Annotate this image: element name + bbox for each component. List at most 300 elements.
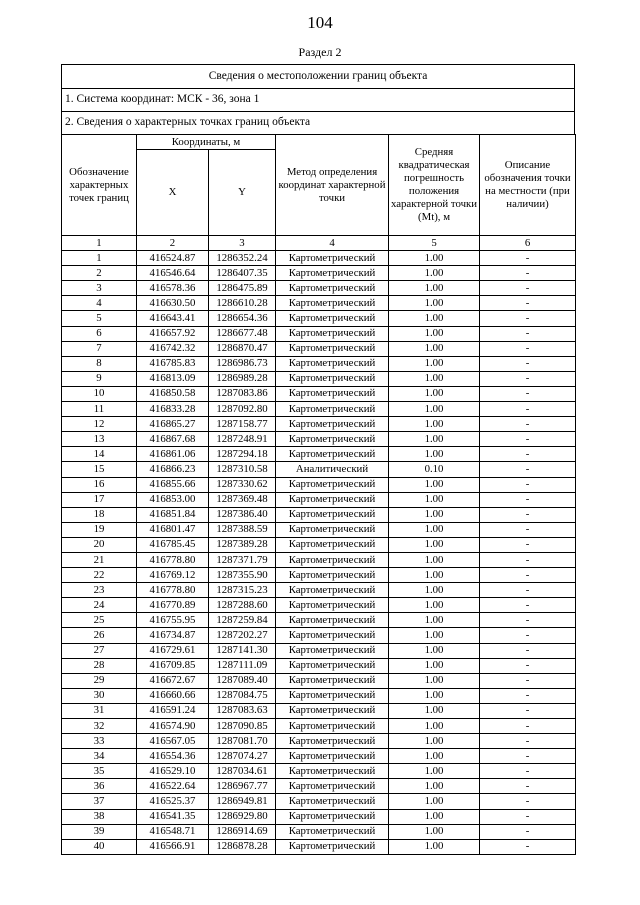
description-cell: - <box>480 552 576 567</box>
header-y: Y <box>209 150 276 236</box>
x-coordinate-cell: 416657.92 <box>137 326 209 341</box>
description-cell: - <box>480 432 576 447</box>
accuracy-cell: 1.00 <box>389 281 480 296</box>
y-coordinate-cell: 1287310.58 <box>209 462 276 477</box>
description-cell: - <box>480 371 576 386</box>
x-coordinate-cell: 416813.09 <box>137 371 209 386</box>
table-row <box>62 552 576 567</box>
section-label: Раздел 2 <box>298 45 342 59</box>
method-cell: Картометрический <box>276 477 389 492</box>
description-cell: - <box>480 628 576 643</box>
description-cell: - <box>480 251 576 266</box>
header-coordinates: Координаты, м <box>137 135 276 150</box>
accuracy-cell: 1.00 <box>389 703 480 718</box>
method-cell: Картометрический <box>276 417 389 432</box>
method-cell: Картометрический <box>276 432 389 447</box>
y-coordinate-cell: 1286654.36 <box>209 311 276 326</box>
y-coordinate-cell: 1287330.62 <box>209 477 276 492</box>
point-number-cell: 30 <box>62 688 137 703</box>
accuracy-cell: 1.00 <box>389 568 480 583</box>
description-cell: - <box>480 266 576 281</box>
description-cell: - <box>480 568 576 583</box>
point-number-cell: 19 <box>62 522 137 537</box>
description-cell: - <box>480 386 576 401</box>
table-row <box>62 402 576 417</box>
description-cell: - <box>480 673 576 688</box>
description-cell: - <box>480 462 576 477</box>
table-row <box>62 507 576 522</box>
x-coordinate-cell: 416778.80 <box>137 583 209 598</box>
table-row <box>62 568 576 583</box>
y-coordinate-cell: 1287389.28 <box>209 537 276 552</box>
accuracy-cell: 1.00 <box>389 492 480 507</box>
y-coordinate-cell: 1287090.85 <box>209 719 276 734</box>
point-number-cell: 18 <box>62 507 137 522</box>
point-number-cell: 37 <box>62 794 137 809</box>
x-coordinate-cell: 416522.64 <box>137 779 209 794</box>
x-coordinate-cell: 416755.95 <box>137 613 209 628</box>
table-body <box>62 236 576 855</box>
point-number-cell: 33 <box>62 734 137 749</box>
description-cell: - <box>480 447 576 462</box>
table-row <box>62 749 576 764</box>
table-row <box>62 658 576 673</box>
y-coordinate-cell: 1287158.77 <box>209 417 276 432</box>
accuracy-cell: 1.00 <box>389 341 480 356</box>
table-row <box>62 522 576 537</box>
method-cell: Картометрический <box>276 341 389 356</box>
table-row <box>62 719 576 734</box>
table-row <box>62 477 576 492</box>
header-description: Описание обозначения точки на местности (при наличии) <box>480 135 576 236</box>
accuracy-cell: 1.00 <box>389 839 480 854</box>
point-number-cell: 35 <box>62 764 137 779</box>
table-row <box>62 251 576 266</box>
header-x: X <box>137 150 209 236</box>
y-coordinate-cell: 1286878.28 <box>209 839 276 854</box>
point-number-cell: 38 <box>62 809 137 824</box>
accuracy-cell: 1.00 <box>389 764 480 779</box>
x-coordinate-cell: 416578.36 <box>137 281 209 296</box>
point-number-cell: 25 <box>62 613 137 628</box>
method-cell: Картометрический <box>276 251 389 266</box>
x-coordinate-cell: 416785.45 <box>137 537 209 552</box>
y-coordinate-cell: 1287202.27 <box>209 628 276 643</box>
description-cell: - <box>480 779 576 794</box>
accuracy-cell: 1.00 <box>389 658 480 673</box>
description-cell: - <box>480 688 576 703</box>
x-coordinate-cell: 416850.58 <box>137 386 209 401</box>
point-number-cell: 16 <box>62 477 137 492</box>
point-number-cell: 10 <box>62 386 137 401</box>
table-row <box>62 417 576 432</box>
method-cell: Картометрический <box>276 371 389 386</box>
point-number-cell: 27 <box>62 643 137 658</box>
method-cell: Картометрический <box>276 688 389 703</box>
point-number-cell: 5 <box>62 311 137 326</box>
method-cell: Картометрический <box>276 764 389 779</box>
description-cell: - <box>480 402 576 417</box>
y-coordinate-cell: 1286610.28 <box>209 296 276 311</box>
y-coordinate-cell: 1286967.77 <box>209 779 276 794</box>
point-number-cell: 9 <box>62 371 137 386</box>
accuracy-cell: 1.00 <box>389 628 480 643</box>
header-designation: Обозначение характерных точек границ <box>62 135 137 236</box>
method-cell: Картометрический <box>276 613 389 628</box>
x-coordinate-cell: 416541.35 <box>137 809 209 824</box>
description-cell: - <box>480 311 576 326</box>
document-title: Сведения о местоположении границ объекта <box>61 64 575 88</box>
method-cell: Картометрический <box>276 703 389 718</box>
point-number-cell: 15 <box>62 462 137 477</box>
description-cell: - <box>480 417 576 432</box>
x-coordinate-cell: 416574.90 <box>137 719 209 734</box>
y-coordinate-cell: 1286914.69 <box>209 824 276 839</box>
accuracy-cell: 0.10 <box>389 462 480 477</box>
accuracy-cell: 1.00 <box>389 417 480 432</box>
method-cell: Картометрический <box>276 311 389 326</box>
method-cell: Картометрический <box>276 326 389 341</box>
point-number-cell: 23 <box>62 583 137 598</box>
point-number-cell: 13 <box>62 432 137 447</box>
method-cell: Картометрический <box>276 719 389 734</box>
method-cell: Картометрический <box>276 492 389 507</box>
table-row <box>62 673 576 688</box>
description-cell: - <box>480 281 576 296</box>
y-coordinate-cell: 1286986.73 <box>209 356 276 371</box>
x-coordinate-cell: 416778.80 <box>137 552 209 567</box>
y-coordinate-cell: 1286870.47 <box>209 341 276 356</box>
x-coordinate-cell: 416567.05 <box>137 734 209 749</box>
accuracy-cell: 1.00 <box>389 688 480 703</box>
y-coordinate-cell: 1287315.23 <box>209 583 276 598</box>
method-cell: Картометрический <box>276 658 389 673</box>
x-coordinate-cell: 416867.68 <box>137 432 209 447</box>
table-row <box>62 839 576 854</box>
table-row <box>62 311 576 326</box>
page-number: 104 <box>307 13 333 32</box>
description-cell: - <box>480 598 576 613</box>
method-cell: Картометрический <box>276 356 389 371</box>
method-cell: Картометрический <box>276 673 389 688</box>
description-cell: - <box>480 477 576 492</box>
x-coordinate-cell: 416546.64 <box>137 266 209 281</box>
method-cell: Картометрический <box>276 583 389 598</box>
x-coordinate-cell: 416801.47 <box>137 522 209 537</box>
y-coordinate-cell: 1286989.28 <box>209 371 276 386</box>
accuracy-cell: 1.00 <box>389 371 480 386</box>
method-cell: Картометрический <box>276 281 389 296</box>
column-number: 6 <box>480 236 576 251</box>
accuracy-cell: 1.00 <box>389 673 480 688</box>
table-row <box>62 794 576 809</box>
table-row <box>62 341 576 356</box>
accuracy-cell: 1.00 <box>389 522 480 537</box>
table-row <box>62 643 576 658</box>
y-coordinate-cell: 1287371.79 <box>209 552 276 567</box>
y-coordinate-cell: 1286352.24 <box>209 251 276 266</box>
point-number-cell: 11 <box>62 402 137 417</box>
description-cell: - <box>480 583 576 598</box>
x-coordinate-cell: 416672.67 <box>137 673 209 688</box>
description-cell: - <box>480 824 576 839</box>
point-number-cell: 34 <box>62 749 137 764</box>
point-number-cell: 3 <box>62 281 137 296</box>
accuracy-cell: 1.00 <box>389 251 480 266</box>
x-coordinate-cell: 416742.32 <box>137 341 209 356</box>
x-coordinate-cell: 416729.61 <box>137 643 209 658</box>
y-coordinate-cell: 1287081.70 <box>209 734 276 749</box>
y-coordinate-cell: 1287288.60 <box>209 598 276 613</box>
method-cell: Картометрический <box>276 794 389 809</box>
accuracy-cell: 1.00 <box>389 749 480 764</box>
x-coordinate-cell: 416770.89 <box>137 598 209 613</box>
table-row <box>62 809 576 824</box>
x-coordinate-cell: 416566.91 <box>137 839 209 854</box>
table-row <box>62 326 576 341</box>
y-coordinate-cell: 1287259.84 <box>209 613 276 628</box>
coordinate-system-row: 1. Система координат: МСК - 36, зона 1 <box>61 88 575 111</box>
y-coordinate-cell: 1286949.81 <box>209 794 276 809</box>
accuracy-cell: 1.00 <box>389 326 480 341</box>
column-number: 2 <box>137 236 209 251</box>
table-row <box>62 296 576 311</box>
accuracy-cell: 1.00 <box>389 794 480 809</box>
method-cell: Картометрический <box>276 643 389 658</box>
description-cell: - <box>480 643 576 658</box>
description-cell: - <box>480 492 576 507</box>
x-coordinate-cell: 416524.87 <box>137 251 209 266</box>
table-row <box>62 281 576 296</box>
table-row <box>62 779 576 794</box>
method-cell: Картометрический <box>276 447 389 462</box>
table-row <box>62 371 576 386</box>
column-number: 4 <box>276 236 389 251</box>
description-cell: - <box>480 734 576 749</box>
y-coordinate-cell: 1287248.91 <box>209 432 276 447</box>
point-number-cell: 24 <box>62 598 137 613</box>
accuracy-cell: 1.00 <box>389 432 480 447</box>
accuracy-cell: 1.00 <box>389 598 480 613</box>
x-coordinate-cell: 416769.12 <box>137 568 209 583</box>
method-cell: Картометрический <box>276 568 389 583</box>
table-row <box>62 462 576 477</box>
description-cell: - <box>480 507 576 522</box>
table-row <box>62 266 576 281</box>
x-coordinate-cell: 416529.10 <box>137 764 209 779</box>
y-coordinate-cell: 1287089.40 <box>209 673 276 688</box>
method-cell: Картометрический <box>276 402 389 417</box>
column-number-row <box>62 236 576 251</box>
method-cell: Картометрический <box>276 749 389 764</box>
table-row <box>62 734 576 749</box>
point-number-cell: 20 <box>62 537 137 552</box>
accuracy-cell: 1.00 <box>389 613 480 628</box>
point-number-cell: 31 <box>62 703 137 718</box>
point-number-cell: 17 <box>62 492 137 507</box>
accuracy-cell: 1.00 <box>389 386 480 401</box>
accuracy-cell: 1.00 <box>389 266 480 281</box>
point-number-cell: 8 <box>62 356 137 371</box>
x-coordinate-cell: 416734.87 <box>137 628 209 643</box>
y-coordinate-cell: 1286677.48 <box>209 326 276 341</box>
x-coordinate-cell: 416554.36 <box>137 749 209 764</box>
method-cell: Картометрический <box>276 824 389 839</box>
y-coordinate-cell: 1287083.86 <box>209 386 276 401</box>
table-row <box>62 447 576 462</box>
accuracy-cell: 1.00 <box>389 296 480 311</box>
description-cell: - <box>480 326 576 341</box>
x-coordinate-cell: 416591.24 <box>137 703 209 718</box>
y-coordinate-cell: 1287388.59 <box>209 522 276 537</box>
description-cell: - <box>480 809 576 824</box>
point-number-cell: 26 <box>62 628 137 643</box>
point-number-cell: 12 <box>62 417 137 432</box>
y-coordinate-cell: 1287386.40 <box>209 507 276 522</box>
description-cell: - <box>480 356 576 371</box>
points-heading-row: 2. Сведения о характерных точках границ объекта <box>61 111 575 134</box>
point-number-cell: 2 <box>62 266 137 281</box>
x-coordinate-cell: 416855.66 <box>137 477 209 492</box>
accuracy-cell: 1.00 <box>389 537 480 552</box>
description-cell: - <box>480 794 576 809</box>
y-coordinate-cell: 1286475.89 <box>209 281 276 296</box>
point-number-cell: 14 <box>62 447 137 462</box>
description-cell: - <box>480 296 576 311</box>
y-coordinate-cell: 1287369.48 <box>209 492 276 507</box>
description-cell: - <box>480 341 576 356</box>
description-cell: - <box>480 658 576 673</box>
point-number-cell: 21 <box>62 552 137 567</box>
table-row <box>62 703 576 718</box>
method-cell: Картометрический <box>276 522 389 537</box>
accuracy-cell: 1.00 <box>389 734 480 749</box>
point-number-cell: 4 <box>62 296 137 311</box>
column-number: 5 <box>389 236 480 251</box>
point-number-cell: 39 <box>62 824 137 839</box>
y-coordinate-cell: 1286407.35 <box>209 266 276 281</box>
accuracy-cell: 1.00 <box>389 311 480 326</box>
accuracy-cell: 1.00 <box>389 402 480 417</box>
table-row <box>62 492 576 507</box>
accuracy-cell: 1.00 <box>389 643 480 658</box>
x-coordinate-cell: 416851.84 <box>137 507 209 522</box>
y-coordinate-cell: 1287092.80 <box>209 402 276 417</box>
boundary-points-table <box>61 134 576 855</box>
method-cell: Картометрический <box>276 734 389 749</box>
x-coordinate-cell: 416643.41 <box>137 311 209 326</box>
point-number-cell: 22 <box>62 568 137 583</box>
point-number-cell: 28 <box>62 658 137 673</box>
point-number-cell: 36 <box>62 779 137 794</box>
y-coordinate-cell: 1287141.30 <box>209 643 276 658</box>
accuracy-cell: 1.00 <box>389 824 480 839</box>
column-number: 1 <box>62 236 137 251</box>
y-coordinate-cell: 1287355.90 <box>209 568 276 583</box>
method-cell: Картометрический <box>276 507 389 522</box>
method-cell: Картометрический <box>276 552 389 567</box>
method-cell: Аналитический <box>276 462 389 477</box>
y-coordinate-cell: 1287294.18 <box>209 447 276 462</box>
accuracy-cell: 1.00 <box>389 779 480 794</box>
table-row <box>62 356 576 371</box>
method-cell: Картометрический <box>276 628 389 643</box>
table-row <box>62 598 576 613</box>
x-coordinate-cell: 416853.00 <box>137 492 209 507</box>
point-number-cell: 7 <box>62 341 137 356</box>
description-cell: - <box>480 749 576 764</box>
method-cell: Картометрический <box>276 296 389 311</box>
point-number-cell: 6 <box>62 326 137 341</box>
x-coordinate-cell: 416660.66 <box>137 688 209 703</box>
y-coordinate-cell: 1286929.80 <box>209 809 276 824</box>
x-coordinate-cell: 416525.37 <box>137 794 209 809</box>
header-accuracy: Средняя квадратическая погрешность положения характерной точки (Mt), м <box>389 135 480 236</box>
y-coordinate-cell: 1287074.27 <box>209 749 276 764</box>
description-cell: - <box>480 839 576 854</box>
description-cell: - <box>480 522 576 537</box>
point-number-cell: 40 <box>62 839 137 854</box>
accuracy-cell: 1.00 <box>389 583 480 598</box>
method-cell: Картометрический <box>276 266 389 281</box>
method-cell: Картометрический <box>276 386 389 401</box>
description-cell: - <box>480 613 576 628</box>
method-cell: Картометрический <box>276 537 389 552</box>
method-cell: Картометрический <box>276 809 389 824</box>
point-number-cell: 1 <box>62 251 137 266</box>
x-coordinate-cell: 416865.27 <box>137 417 209 432</box>
x-coordinate-cell: 416709.85 <box>137 658 209 673</box>
table-row <box>62 583 576 598</box>
method-cell: Картометрический <box>276 598 389 613</box>
x-coordinate-cell: 416833.28 <box>137 402 209 417</box>
point-number-cell: 29 <box>62 673 137 688</box>
x-coordinate-cell: 416785.83 <box>137 356 209 371</box>
table-row <box>62 824 576 839</box>
description-cell: - <box>480 703 576 718</box>
y-coordinate-cell: 1287083.63 <box>209 703 276 718</box>
table-row <box>62 613 576 628</box>
method-cell: Картометрический <box>276 839 389 854</box>
accuracy-cell: 1.00 <box>389 356 480 371</box>
x-coordinate-cell: 416548.71 <box>137 824 209 839</box>
accuracy-cell: 1.00 <box>389 447 480 462</box>
y-coordinate-cell: 1287084.75 <box>209 688 276 703</box>
table-row <box>62 537 576 552</box>
table-row <box>62 432 576 447</box>
accuracy-cell: 1.00 <box>389 552 480 567</box>
point-number-cell: 32 <box>62 719 137 734</box>
x-coordinate-cell: 416630.50 <box>137 296 209 311</box>
y-coordinate-cell: 1287111.09 <box>209 658 276 673</box>
accuracy-cell: 1.00 <box>389 477 480 492</box>
method-cell: Картометрический <box>276 779 389 794</box>
header-method: Метод определения координат характерной точки <box>276 135 389 236</box>
accuracy-cell: 1.00 <box>389 719 480 734</box>
table-row <box>62 688 576 703</box>
description-cell: - <box>480 719 576 734</box>
description-cell: - <box>480 764 576 779</box>
table-row <box>62 764 576 779</box>
table-row <box>62 628 576 643</box>
x-coordinate-cell: 416861.06 <box>137 447 209 462</box>
description-cell: - <box>480 537 576 552</box>
x-coordinate-cell: 416866.23 <box>137 462 209 477</box>
y-coordinate-cell: 1287034.61 <box>209 764 276 779</box>
table-row <box>62 386 576 401</box>
column-number: 3 <box>209 236 276 251</box>
accuracy-cell: 1.00 <box>389 507 480 522</box>
